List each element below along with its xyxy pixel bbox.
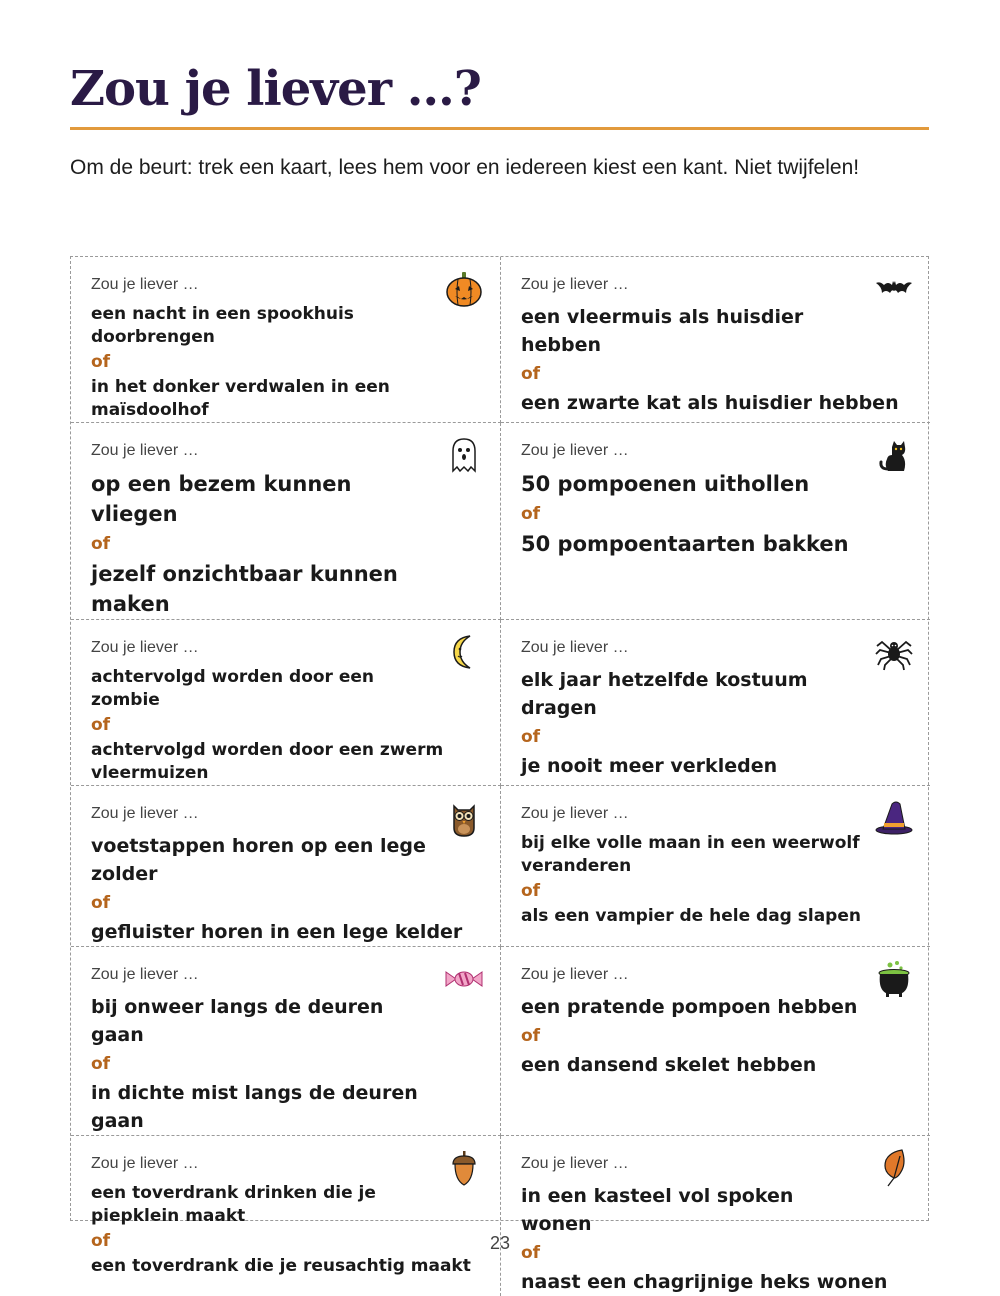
card-lead: Zou je liever … (521, 1155, 629, 1172)
or-label: of (91, 352, 111, 372)
card-lead: Zou je liever … (91, 966, 199, 983)
acorn-icon (444, 1148, 484, 1188)
page-title: Zou je liever …? (70, 61, 481, 117)
bat-icon (874, 269, 914, 309)
or-label: of (91, 715, 111, 735)
page-number: 23 (489, 1233, 511, 1253)
card-lead: Zou je liever … (91, 639, 199, 656)
or-label: of (521, 364, 541, 384)
card-footsteps (71, 786, 501, 947)
option-a: een pratende pompoen hebben (521, 996, 858, 1018)
card-potion (71, 1136, 501, 1296)
option-b: als een vampier de hele dag slapen (521, 906, 861, 926)
option-a: bij onweer langs de deuren gaan (91, 996, 384, 1046)
card-lead: Zou je liever … (521, 442, 629, 459)
black-cat-icon (874, 435, 914, 475)
witch-hat-icon (874, 798, 914, 838)
card-talking-pumpkin (501, 947, 930, 1136)
card-lead: Zou je liever … (91, 1155, 199, 1172)
option-a: op een bezem kunnen vliegen (91, 472, 352, 526)
card-lead: Zou je liever … (521, 805, 629, 822)
option-b: achtervolgd worden door een zwerm vleermuizen (91, 740, 444, 783)
option-b: je nooit meer verkleden (521, 755, 778, 777)
intro-text: Om de beurt: trek een kaart, lees hem voor en iedereen kiest een kant. Niet twijfelen! (70, 156, 860, 179)
card-lead: Zou je liever … (521, 276, 629, 293)
option-a: 50 pompoenen uithollen (521, 472, 810, 496)
option-a: in een kasteel vol spoken wonen (521, 1185, 794, 1235)
spider-icon (874, 632, 914, 672)
or-label: of (91, 1054, 111, 1074)
or-label: of (91, 534, 111, 554)
pumpkin-icon (444, 269, 484, 309)
card-costume (501, 620, 930, 786)
option-a: een vleermuis als huisdier hebben (521, 306, 804, 356)
title-divider (70, 127, 929, 130)
option-b: in dichte mist langs de deuren gaan (91, 1082, 418, 1132)
option-a: voetstappen horen op een lege zolder (91, 835, 426, 885)
or-label: of (521, 1026, 541, 1046)
or-label: of (91, 1231, 111, 1251)
leaf-icon (874, 1148, 914, 1188)
card-haunted-house (71, 257, 501, 423)
or-label: of (521, 1243, 541, 1263)
or-label: of (91, 893, 111, 913)
candy-icon (444, 959, 484, 999)
option-b: naast een chagrijnige heks wonen (521, 1271, 888, 1293)
card-lead: Zou je liever … (91, 276, 199, 293)
card-lead: Zou je liever … (91, 442, 199, 459)
moon-icon (444, 632, 484, 672)
card-lead: Zou je liever … (521, 639, 629, 656)
card-zombie (71, 620, 501, 786)
option-b: gefluister horen in een lege kelder (91, 921, 463, 943)
or-label: of (521, 881, 541, 901)
option-a: een toverdrank drinken die je piepklein maakt (91, 1183, 376, 1226)
option-b: in het donker verdwalen in een maïsdoolhof (91, 377, 390, 420)
option-b: 50 pompoentaarten bakken (521, 532, 849, 556)
card-pumpkins (501, 423, 930, 620)
card-thunderstorm (71, 947, 501, 1136)
or-label: of (521, 504, 541, 524)
ghost-icon (444, 435, 484, 475)
option-b: een dansend skelet hebben (521, 1054, 817, 1076)
cauldron-icon (874, 959, 914, 999)
card-werewolf (501, 786, 930, 947)
card-lead: Zou je liever … (91, 805, 199, 822)
card-broom (71, 423, 501, 620)
option-b: een zwarte kat als huisdier hebben (521, 392, 899, 414)
option-a: een nacht in een spookhuis doorbrengen (91, 304, 354, 347)
option-b: een toverdrank die je reusachtig maakt (91, 1256, 471, 1276)
or-label: of (521, 727, 541, 747)
owl-icon (444, 798, 484, 838)
option-a: bij elke volle maan in een weerwolf veranderen (521, 833, 860, 876)
option-b: jezelf onzichtbaar kunnen maken (91, 562, 398, 616)
card-pet-bat (501, 257, 930, 423)
card-castle (501, 1136, 930, 1296)
card-lead: Zou je liever … (521, 966, 629, 983)
option-a: elk jaar hetzelfde kostuum dragen (521, 669, 808, 719)
option-a: achtervolgd worden door een zombie (91, 667, 375, 710)
